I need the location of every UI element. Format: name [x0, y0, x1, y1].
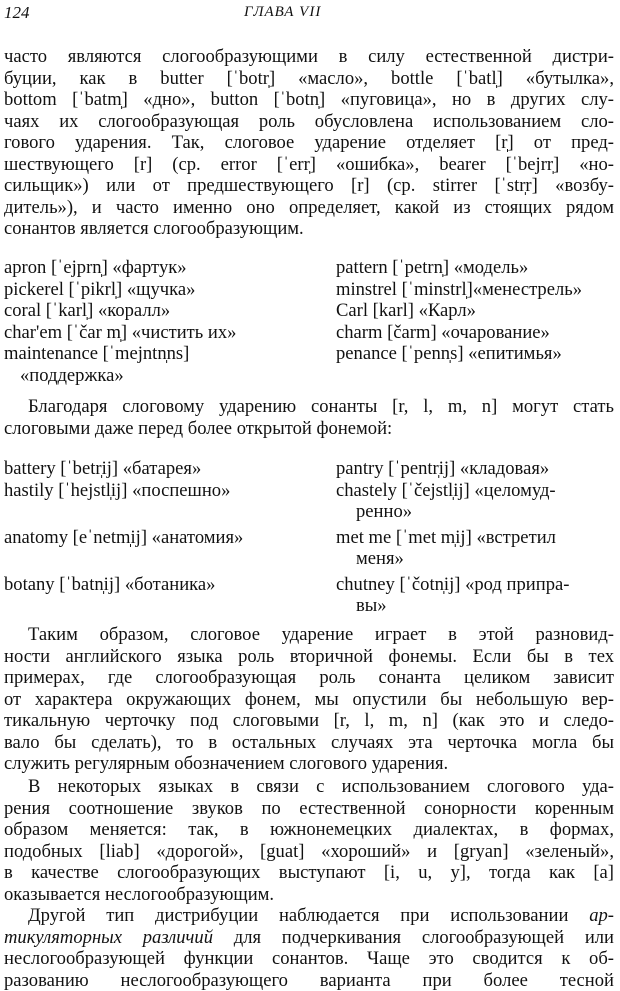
example-left: apron [ˈejprn̩] «фартук»: [4, 257, 187, 279]
example-right: charm [čarm] «очарование»: [336, 322, 550, 344]
text-line: в качестве слогообразующих выступают [i, u, y], тогда как [a]: [4, 862, 614, 884]
text-line: сильщик») или от предшествующего [r] (ср. stirrer [ˈstr̩r] «возбу-: [4, 175, 614, 197]
text-line: [4, 927, 614, 949]
example-right: pantry [ˈpentr̩ij] «кладовая»: [336, 458, 549, 480]
italic-term: ар-: [589, 905, 614, 926]
example-right: chastely [ˈčejstl̩ij] «целомуд-: [336, 480, 556, 502]
example-list-2: [4, 458, 616, 617]
example-row: [4, 279, 616, 301]
example-left: maintenance [ˈmejntn̩ns]: [4, 343, 189, 365]
example-continuation: меня»: [4, 548, 616, 570]
text-line: от характера окружающих фонем, мы опустили бы небольшую вер-: [4, 689, 614, 711]
example-row: [4, 300, 616, 322]
page-header: [4, 3, 616, 25]
text-line: образом меняется: так, в южнонемецких диалектах, в формах,: [4, 819, 614, 841]
text-line: оказывается неслогообразующим.: [4, 884, 614, 906]
example-right: chutney [ˈčotn̩ij] «род припра-: [336, 574, 569, 596]
example-left: pickerel [ˈpikrl̩] «щучка»: [4, 279, 195, 301]
text-line: [4, 905, 614, 927]
example-right: minstrel [ˈminstrl̩]«менестрель»: [336, 279, 582, 301]
example-row: [4, 343, 616, 365]
example-row: [4, 480, 616, 502]
example-right: penance [ˈpenn̩s] «епитимья»: [336, 343, 562, 365]
chapter-title: ГЛАВА VII: [244, 4, 321, 21]
example-list-1: [4, 257, 616, 386]
example-left: coral [ˈkarl̩] «коралл»: [4, 300, 170, 322]
text-line: вало бы сделать), то в остальных случаях эта черточка могла бы: [4, 732, 614, 754]
text-line: часто являются слогообразующими в силу естественной дистри-: [4, 46, 614, 68]
page-number: 124: [4, 3, 30, 23]
text-line: слоговыми даже перед более открытой фонемой:: [4, 418, 614, 440]
paragraph-3: [4, 624, 614, 775]
example-continuation: ренно»: [4, 501, 616, 523]
example-left: anatomy [eˈnetm̩ij] «анатомия»: [4, 527, 243, 549]
text-line: гового ударения. Так, слоговое ударение отделяет [r̩] от пред-: [4, 132, 614, 154]
italic-term: тикуляторных различий: [4, 927, 213, 948]
paragraph-1: [4, 46, 614, 240]
text-line: bottom [ˈbatm̩] «дно», button [ˈbotn̩] «пуговица», но в других слу-: [4, 89, 614, 111]
text-line: дитель»), и часто именно оно определяет, какой из стоящих рядом: [4, 197, 614, 219]
text-line: Таким образом, слоговое ударение играет в этой разновид-: [4, 624, 614, 646]
text-line: служить регулярным обозначением слогового ударения.: [4, 753, 614, 775]
example-right: Carl [karl] «Карл»: [336, 300, 476, 322]
text-line: шествующего [r] (ср. error [ˈerr̩] «ошибка», bearer [ˈbejrr̩] «но-: [4, 154, 614, 176]
paragraph-4: [4, 776, 614, 905]
example-right: met me [ˈmet m̩ij] «встретил: [336, 527, 556, 549]
text-line: ности английского языка роль вторичной фонемы. Если бы в тех: [4, 646, 614, 668]
example-row: [4, 458, 616, 480]
text-line: сонантов является слогообразующим.: [4, 218, 614, 240]
example-right: pattern [ˈpetrn̩] «модель»: [336, 257, 528, 279]
example-left: botany [ˈbatn̩ij] «ботаника»: [4, 574, 215, 596]
example-row: [4, 574, 616, 596]
example-left: char'em [ˈčar m̩] «чистить их»: [4, 322, 236, 344]
example-left: hastily [ˈhejstl̩ij] «поспешно»: [4, 480, 230, 502]
text-line: Благодаря слоговому ударению сонанты [r, l, m, n] могут стать: [4, 396, 614, 418]
paragraph-5: [4, 905, 614, 991]
text-line: разованию неслогообразующего варианта при более тесной: [4, 970, 614, 991]
example-left: battery [ˈbetr̩ij] «батарея»: [4, 458, 201, 480]
text-line: рения соотношение звуков по естественной сонорности коренным: [4, 798, 614, 820]
text-segment: Другой тип дистрибуции наблюдается при использовании: [28, 905, 589, 926]
text-line: примерах, где слогообразующая роль сонанта целиком зависит: [4, 667, 614, 689]
text-line: подобных [liab] «дорогой», [guat] «хороший» и [gryan] «зеленый»,: [4, 841, 614, 863]
example-continuation: вы»: [4, 595, 616, 617]
example-row: [4, 322, 616, 344]
example-row: [4, 257, 616, 279]
text-line: неслогообразующей функции сонантов. Чаще это сводится к об-: [4, 948, 614, 970]
text-line: тикальную черточку под слоговыми [r, l, m, n] (как это и следо-: [4, 710, 614, 732]
text-line: чаях их слогообразующая роль обусловлена использованием сло-: [4, 111, 614, 133]
example-row: [4, 527, 616, 549]
text-line: буции, как в butter [ˈbotr̩] «масло», bottle [ˈbatl̩] «бутылка»,: [4, 68, 614, 90]
example-continuation: «поддержка»: [4, 365, 616, 387]
text-line: В некоторых языках в связи с использованием слогового уда-: [4, 776, 614, 798]
paragraph-2: [4, 396, 614, 439]
text-segment: для подчеркивания слогообразующей или: [213, 927, 614, 948]
